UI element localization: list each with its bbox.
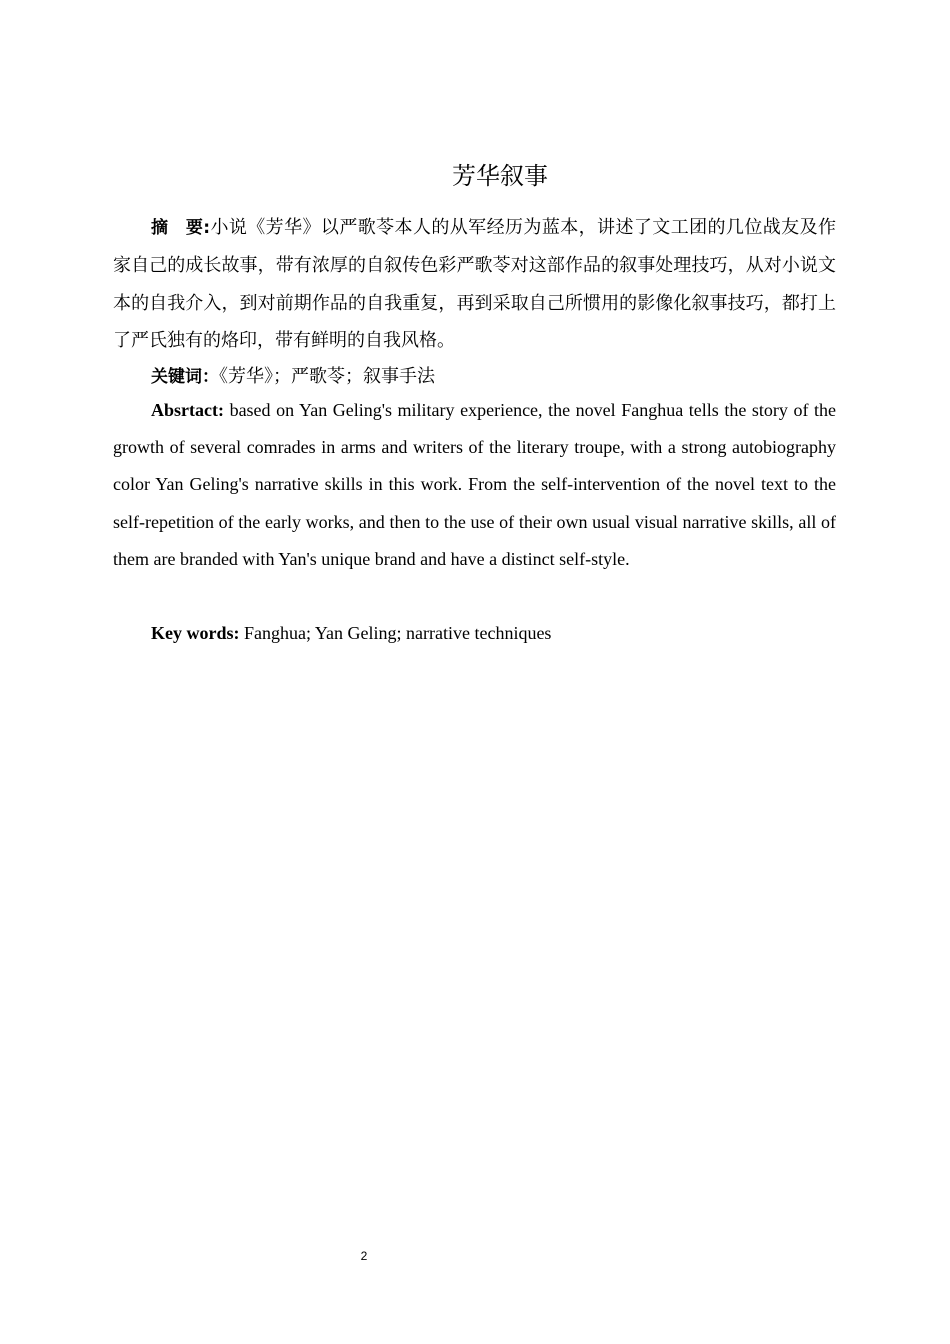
chinese-keywords xyxy=(113,358,836,396)
chinese-abstract-text: 小说《芳华》以严歌苓本人的从军经历为蓝本，讲述了文工团的几位战友及作家自己的成长故事，带有浓厚的自叙传色彩严歌苓对这部作品的叙事处理技巧，从对小说文本的自我介入，到对前期作品的自我重复，再到采取自己所惯用的影像化叙事技巧，都打上了严氏独有的烙印，带有鲜明的自我风格。 xyxy=(113,217,836,350)
chinese-keywords-text: 《芳华》；严歌苓；叙事手法 xyxy=(219,366,435,386)
chinese-keywords-label: 关键词： xyxy=(151,367,219,387)
page-title: 芳华叙事 xyxy=(452,162,548,190)
english-abstract-text: based on Yan Geling's military experience, the novel Fanghua tells the story of the growth of several comrades in arms and writers of the literary troupe, with a strong autobiography color Yan Geling's narrative skills in this work. From the self-intervention of the novel text to the self-repetition of the early works, and then to the use of their own usual visual narrative skills, all of them are branded with Yan's unique brand and have a distinct self-style. xyxy=(113,400,837,569)
english-keywords-text: Fanghua; Yan Geling; narrative techniques xyxy=(244,623,552,643)
english-abstract-label: Absrtact: xyxy=(151,400,224,420)
chinese-abstract-label: 摘 要: xyxy=(151,218,211,238)
english-keywords-label: Key words: xyxy=(151,623,240,643)
english-abstract xyxy=(113,392,836,578)
page-number: 2 xyxy=(360,1249,368,1263)
english-keywords xyxy=(113,615,836,652)
chinese-abstract xyxy=(113,209,836,359)
